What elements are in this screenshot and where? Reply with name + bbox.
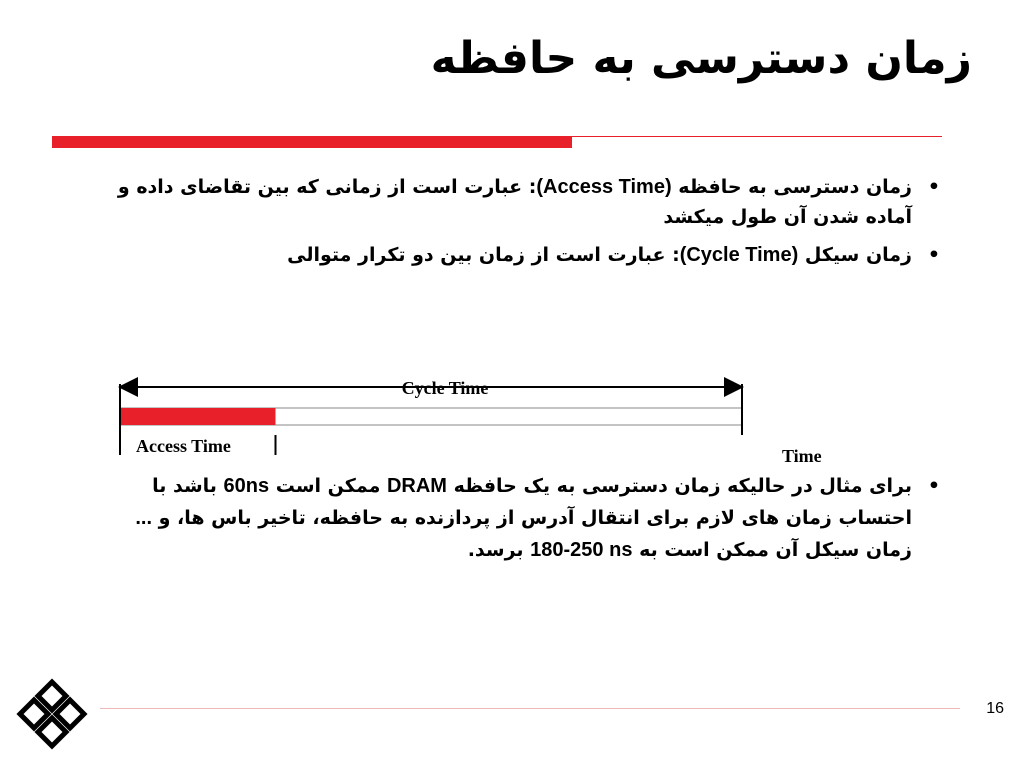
bullet-cycle-suffix: : عبارت است از زمان بین دو تکرار متوالی: [287, 244, 680, 266]
cycle-time-label: Cycle Time: [401, 378, 489, 398]
bullet-example: [112, 470, 912, 566]
example-ellipsis: ...: [135, 507, 152, 529]
time-label: Time: [782, 446, 822, 466]
example-part5: برسد.: [467, 539, 531, 561]
bullet-access-prefix: زمان دسترسی به حافظه: [671, 176, 912, 198]
university-logo-icon: [14, 676, 90, 752]
access-time-bar: [120, 408, 276, 425]
example-part4: زمان سیکل آن ممکن است به: [632, 539, 912, 561]
title-underline-thin: [572, 136, 942, 137]
example-60ns: 60ns: [223, 475, 270, 497]
example-dram: DRAM: [386, 475, 447, 497]
slide-title: زمان دسترسی به حافظه: [430, 33, 972, 84]
example-part3: باشد با احتساب زمان های لازم برای انتقال آدرس از پردازنده به حافظه، تاخیر باس ها، و: [152, 475, 912, 529]
example-part2: ممکن است: [269, 475, 387, 497]
bullet-access-suffix: : عبارت است از زمانی که بین تقاضای داده و آماده شدن آن طول میکشد: [117, 176, 912, 228]
cycle-time-bar: [120, 408, 742, 425]
bullet-access-term: (Access Time): [536, 176, 672, 198]
footer-rule: [100, 708, 960, 709]
bullet-cycle-time: [112, 240, 912, 270]
bullet-example-item: [112, 470, 912, 566]
page-number: 16: [986, 700, 1004, 717]
example-part1: برای مثال در حالیکه زمان دسترسی به یک حافظه: [446, 475, 912, 497]
bullet-access-time: [112, 172, 912, 232]
bullet-cycle-prefix: زمان سیکل: [798, 244, 912, 266]
title-underline-thick: [52, 136, 572, 148]
bullet-list: [112, 172, 912, 278]
access-time-label: Access Time: [136, 436, 231, 456]
bullet-cycle-term: (Cycle Time): [679, 244, 799, 266]
example-range: 180-250 ns: [530, 539, 633, 561]
